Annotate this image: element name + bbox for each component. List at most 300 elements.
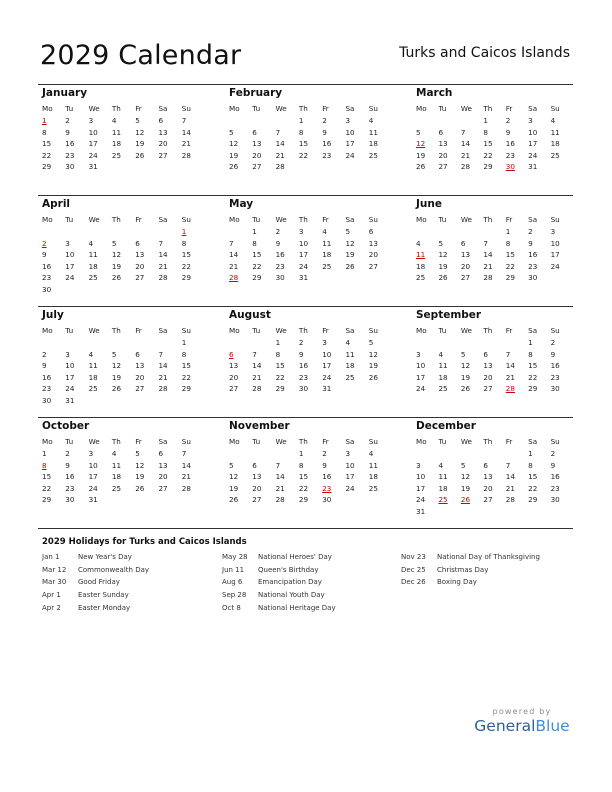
- empty-cell: [506, 337, 528, 349]
- day-cell: 8: [181, 238, 187, 248]
- day-cell: 4: [416, 238, 421, 248]
- month-table: [416, 101, 573, 173]
- quarter-row: [38, 306, 573, 417]
- empty-cell: [483, 226, 505, 238]
- day-cell: 3: [298, 227, 304, 237]
- week-row: [416, 448, 573, 460]
- day-cell: 10: [345, 127, 355, 137]
- empty-cell: [135, 161, 158, 173]
- month-name: July: [42, 309, 64, 321]
- empty-cell: [65, 226, 88, 238]
- day-cell: 14: [275, 472, 285, 482]
- week-row: [416, 506, 573, 518]
- day-cell: 7: [460, 127, 466, 137]
- day-cell: 13: [229, 361, 239, 371]
- day-cell: 13: [158, 460, 168, 470]
- holiday-item: [222, 578, 336, 591]
- day-cell: 11: [345, 349, 355, 359]
- week-row: [229, 261, 392, 273]
- day-cell: 24: [416, 384, 426, 394]
- day-cell: 19: [368, 361, 378, 371]
- day-cell: 17: [88, 139, 98, 149]
- day-cell: 13: [158, 127, 168, 137]
- day-cell: 2: [65, 449, 70, 459]
- day-cell: 5: [460, 460, 466, 470]
- day-cell: 4: [438, 349, 444, 359]
- empty-cell: [89, 284, 112, 296]
- page-title: 2029 Calendar: [40, 40, 242, 71]
- empty-cell: [345, 383, 368, 395]
- month-name: February: [229, 87, 283, 99]
- day-cell: 7: [505, 460, 511, 470]
- day-cell: 19: [229, 483, 239, 493]
- day-cell: 5: [460, 349, 466, 359]
- day-cell: 29: [42, 495, 52, 505]
- day-cell: 20: [368, 250, 378, 260]
- day-cell: 10: [345, 460, 355, 470]
- day-cell: 8: [252, 238, 257, 248]
- day-cell: 20: [438, 150, 448, 160]
- day-cell: 8: [275, 349, 281, 359]
- holiday-day-cell: 1: [42, 116, 47, 126]
- holidays-title: 2029 Holidays for Turks and Caicos Islands: [42, 537, 247, 547]
- day-cell: 7: [505, 349, 511, 359]
- empty-cell: [135, 284, 158, 296]
- day-cell: 24: [88, 483, 98, 493]
- weekday-header: Mo: [42, 436, 53, 446]
- day-cell: 30: [322, 495, 332, 505]
- day-cell: 27: [368, 261, 378, 271]
- day-cell: 17: [65, 372, 75, 382]
- day-cell: 20: [483, 372, 493, 382]
- day-cell: 26: [368, 372, 378, 382]
- holiday-name: Christmas Day: [437, 565, 489, 574]
- weekday-header: Su: [368, 436, 378, 446]
- holiday-date: Apr 2: [42, 603, 61, 612]
- weekday-header: Th: [111, 325, 121, 335]
- day-cell: 14: [275, 139, 285, 149]
- day-cell: 27: [158, 150, 168, 160]
- holiday-item: [401, 553, 540, 566]
- day-cell: 24: [65, 384, 75, 394]
- holiday-name: Good Friday: [78, 578, 120, 587]
- day-cell: 29: [42, 162, 52, 172]
- day-cell: 18: [368, 472, 378, 482]
- day-cell: 9: [322, 460, 327, 470]
- week-row: [42, 349, 205, 361]
- day-cell: 21: [252, 372, 262, 382]
- quarter-row: [38, 417, 573, 529]
- day-cell: 29: [505, 273, 515, 283]
- holiday-day-cell: 28: [229, 273, 239, 283]
- week-row: [42, 249, 205, 261]
- day-cell: 18: [550, 139, 560, 149]
- month-april: [38, 196, 225, 306]
- day-cell: 12: [345, 238, 355, 248]
- day-cell: 22: [42, 483, 52, 493]
- day-cell: 7: [275, 460, 281, 470]
- week-row: [416, 360, 573, 372]
- day-cell: 5: [135, 116, 140, 126]
- day-cell: 15: [181, 250, 191, 260]
- day-cell: 16: [42, 261, 52, 271]
- week-row: [416, 249, 573, 261]
- empty-cell: [229, 226, 252, 238]
- day-cell: 27: [252, 495, 262, 505]
- weekday-header: Fr: [135, 325, 142, 335]
- day-cell: 14: [181, 127, 191, 137]
- day-cell: 27: [135, 384, 145, 394]
- day-cell: 14: [181, 460, 191, 470]
- day-cell: 5: [345, 227, 351, 237]
- empty-cell: [252, 115, 275, 127]
- brand-part-1: General: [474, 717, 536, 735]
- day-cell: 17: [322, 361, 332, 371]
- day-cell: 28: [275, 162, 285, 172]
- weekday-header: Fr: [505, 436, 513, 446]
- day-cell: 12: [460, 361, 471, 371]
- day-cell: 9: [550, 460, 556, 470]
- quarter-row: [38, 195, 573, 306]
- weekday-header: Su: [368, 325, 378, 335]
- month-name: August: [229, 309, 271, 321]
- month-february: [225, 85, 412, 195]
- day-cell: 16: [275, 250, 285, 260]
- week-row: [229, 360, 392, 372]
- day-cell: 25: [111, 483, 122, 493]
- day-cell: 5: [368, 338, 374, 348]
- day-cell: 29: [181, 384, 191, 394]
- day-cell: 27: [252, 162, 262, 172]
- day-cell: 24: [550, 261, 560, 271]
- day-cell: 20: [158, 139, 168, 149]
- holiday-name: National Heroes' Day: [258, 553, 332, 561]
- empty-cell: [42, 226, 65, 238]
- day-cell: 12: [229, 472, 239, 482]
- holiday-name: National Day of Thanksgiving: [437, 553, 540, 561]
- holiday-day-cell: 23: [322, 483, 332, 493]
- weekday-header: Su: [181, 325, 191, 335]
- day-cell: 6: [483, 460, 488, 470]
- day-cell: 25: [111, 150, 122, 160]
- day-cell: 3: [345, 116, 351, 126]
- day-cell: 25: [88, 384, 98, 394]
- holiday-name: Emancipation Day: [258, 578, 322, 587]
- day-cell: 17: [298, 250, 309, 260]
- day-cell: 1: [42, 449, 47, 459]
- day-cell: 15: [252, 250, 262, 260]
- day-cell: 26: [229, 495, 239, 505]
- day-cell: 3: [322, 338, 327, 348]
- day-cell: 12: [229, 139, 239, 149]
- day-cell: 16: [550, 361, 560, 371]
- weekday-header: We: [460, 103, 472, 113]
- day-cell: 29: [483, 162, 493, 172]
- day-cell: 2: [528, 227, 533, 237]
- day-cell: 30: [550, 495, 560, 505]
- holiday-day-cell: 1: [181, 227, 187, 237]
- day-cell: 25: [438, 384, 448, 394]
- weekday-header: Th: [298, 436, 308, 446]
- weekday-header: Th: [483, 325, 493, 335]
- footer-brand[interactable]: [474, 707, 570, 735]
- weekday-header: Th: [483, 214, 493, 224]
- day-cell: 10: [88, 127, 98, 137]
- empty-cell: [416, 448, 438, 460]
- weekday-header: We: [88, 436, 100, 446]
- weekday-header: Th: [298, 214, 308, 224]
- day-cell: 6: [135, 238, 140, 248]
- month-table: [42, 434, 205, 506]
- day-cell: 17: [88, 472, 98, 482]
- day-cell: 5: [438, 238, 444, 248]
- weekday-header: Tu: [65, 325, 74, 335]
- day-cell: 10: [416, 361, 426, 371]
- day-cell: 20: [252, 483, 262, 493]
- empty-cell: [416, 115, 438, 127]
- week-row: [42, 460, 205, 472]
- day-cell: 8: [483, 127, 488, 137]
- holiday-date: Mar 30: [42, 578, 67, 587]
- empty-cell: [182, 395, 205, 407]
- day-cell: 21: [181, 139, 191, 149]
- weekday-header: Mo: [416, 436, 427, 446]
- weekday-header: Tu: [438, 325, 447, 335]
- month-june: [412, 196, 573, 306]
- day-cell: 31: [88, 495, 98, 505]
- day-cell: 7: [181, 116, 187, 126]
- weekday-header: We: [275, 214, 287, 224]
- day-cell: 14: [505, 472, 515, 482]
- day-cell: 7: [483, 238, 488, 248]
- day-cell: 17: [65, 261, 75, 271]
- weekday-header: Sa: [158, 436, 168, 446]
- day-cell: 24: [298, 261, 309, 271]
- day-cell: 20: [460, 261, 471, 271]
- empty-cell: [112, 161, 135, 173]
- week-row: [42, 372, 205, 384]
- holiday-day-cell: 30: [505, 162, 515, 172]
- day-cell: 19: [111, 372, 122, 382]
- day-cell: 7: [229, 238, 234, 248]
- month-table: [416, 323, 573, 395]
- day-cell: 31: [298, 273, 309, 283]
- week-row: [416, 471, 573, 483]
- holiday-item: [401, 578, 540, 591]
- day-cell: 16: [65, 472, 75, 482]
- day-cell: 6: [438, 127, 444, 137]
- day-cell: 21: [275, 483, 285, 493]
- month-august: [225, 307, 412, 417]
- day-cell: 19: [438, 261, 448, 271]
- weekday-header: We: [460, 436, 472, 446]
- week-row: [416, 483, 573, 495]
- empty-cell: [369, 272, 392, 284]
- weekday-header: Sa: [528, 436, 538, 446]
- empty-cell: [461, 337, 484, 349]
- week-row: [416, 383, 573, 395]
- month-table: [42, 323, 205, 406]
- day-cell: 13: [135, 250, 145, 260]
- week-row: [42, 395, 205, 407]
- empty-cell: [229, 337, 252, 349]
- day-cell: 11: [111, 460, 122, 470]
- day-cell: 30: [528, 273, 538, 283]
- empty-cell: [182, 284, 205, 296]
- holiday-date: Aug 6: [222, 578, 243, 587]
- empty-cell: [438, 337, 460, 349]
- day-cell: 22: [298, 483, 309, 493]
- day-cell: 8: [298, 127, 304, 137]
- day-cell: 9: [550, 349, 556, 359]
- holiday-date: Nov 23: [401, 553, 426, 561]
- empty-cell: [65, 337, 88, 349]
- day-cell: 17: [345, 472, 355, 482]
- day-cell: 8: [505, 238, 511, 248]
- empty-cell: [135, 494, 158, 506]
- holiday-name: Boxing Day: [437, 578, 477, 587]
- day-cell: 26: [460, 384, 471, 394]
- weekday-header: We: [88, 103, 100, 113]
- day-cell: 18: [88, 261, 98, 271]
- day-cell: 10: [322, 349, 332, 359]
- empty-cell: [89, 226, 112, 238]
- day-cell: 21: [505, 372, 515, 382]
- brand-logo: [474, 717, 570, 735]
- empty-cell: [112, 226, 135, 238]
- holiday-name: Queen's Birthday: [258, 565, 319, 574]
- weekday-header: Fr: [135, 103, 142, 113]
- powered-by-text: powered by: [492, 707, 552, 716]
- holiday-date: Apr 1: [42, 591, 61, 600]
- empty-cell: [322, 161, 345, 173]
- day-cell: 26: [229, 162, 239, 172]
- day-cell: 22: [252, 261, 262, 271]
- month-may: [225, 196, 412, 306]
- day-cell: 1: [528, 449, 533, 459]
- holiday-name: National Youth Day: [258, 591, 325, 600]
- day-cell: 5: [111, 238, 117, 248]
- weekday-header: Fr: [505, 325, 513, 335]
- day-cell: 22: [275, 372, 285, 382]
- day-cell: 6: [135, 349, 140, 359]
- weekday-header: Mo: [229, 214, 240, 224]
- month-table: [42, 212, 205, 295]
- weekday-header: Tu: [252, 103, 261, 113]
- day-cell: 25: [88, 273, 98, 283]
- day-cell: 1: [252, 227, 257, 237]
- empty-cell: [345, 161, 368, 173]
- day-cell: 14: [158, 250, 168, 260]
- day-cell: 24: [345, 150, 355, 160]
- weekday-header: Sa: [345, 325, 355, 335]
- week-row: [42, 483, 205, 495]
- month-name: March: [416, 87, 453, 99]
- empty-cell: [483, 506, 505, 518]
- day-cell: 3: [65, 349, 70, 359]
- day-cell: 10: [65, 361, 75, 371]
- week-row: [416, 150, 573, 162]
- day-cell: 17: [550, 250, 560, 260]
- month-name: May: [229, 198, 254, 210]
- day-cell: 25: [550, 150, 560, 160]
- day-cell: 9: [42, 361, 47, 371]
- week-row: [416, 261, 573, 273]
- day-cell: 9: [275, 238, 281, 248]
- holiday-item: [401, 566, 540, 579]
- holiday-item: [42, 553, 149, 566]
- day-cell: 27: [135, 273, 145, 283]
- week-row: [42, 272, 205, 284]
- day-cell: 27: [158, 483, 168, 493]
- week-row: [229, 471, 392, 483]
- holiday-column-2: [222, 553, 336, 616]
- day-cell: 22: [505, 261, 515, 271]
- day-cell: 6: [252, 127, 257, 137]
- empty-cell: [229, 115, 252, 127]
- weekday-header: Fr: [505, 214, 513, 224]
- day-cell: 27: [229, 384, 239, 394]
- weekday-header: Mo: [42, 325, 53, 335]
- weekday-header: We: [88, 214, 100, 224]
- day-cell: 22: [528, 372, 538, 382]
- weekday-header: Su: [181, 103, 191, 113]
- weekday-header: We: [460, 214, 472, 224]
- week-row: [416, 349, 573, 361]
- day-cell: 15: [42, 472, 52, 482]
- day-cell: 19: [416, 150, 426, 160]
- weekday-header: Sa: [345, 436, 355, 446]
- day-cell: 11: [111, 127, 122, 137]
- day-cell: 26: [135, 483, 145, 493]
- month-name: September: [416, 309, 482, 321]
- week-row: [229, 115, 392, 127]
- day-cell: 3: [416, 349, 421, 359]
- holiday-name: New Year's Day: [78, 553, 132, 561]
- weekday-header: Fr: [322, 436, 329, 446]
- holiday-date: Jan 1: [42, 553, 60, 561]
- day-cell: 13: [438, 139, 448, 149]
- weekday-header: Mo: [229, 103, 240, 113]
- day-cell: 30: [550, 384, 560, 394]
- day-cell: 16: [42, 372, 52, 382]
- month-table: [42, 101, 205, 173]
- holiday-day-cell: 8: [42, 460, 47, 470]
- weekday-header: Su: [181, 214, 191, 224]
- empty-cell: [483, 337, 505, 349]
- day-cell: 3: [550, 227, 556, 237]
- weekday-header: Fr: [505, 103, 513, 113]
- day-cell: 28: [252, 384, 262, 394]
- day-cell: 29: [275, 384, 285, 394]
- empty-cell: [112, 395, 135, 407]
- day-cell: 22: [483, 150, 493, 160]
- weekday-header: Sa: [158, 214, 168, 224]
- day-cell: 13: [252, 139, 262, 149]
- day-cell: 7: [158, 349, 164, 359]
- day-cell: 2: [322, 116, 327, 126]
- weekday-header: Tu: [438, 103, 447, 113]
- weekday-header: Su: [550, 436, 560, 446]
- empty-cell: [112, 494, 135, 506]
- day-cell: 16: [505, 139, 515, 149]
- day-cell: 7: [252, 349, 257, 359]
- day-cell: 24: [322, 372, 332, 382]
- week-row: [416, 337, 573, 349]
- day-cell: 29: [528, 495, 538, 505]
- day-cell: 15: [483, 139, 493, 149]
- week-row: [416, 460, 573, 472]
